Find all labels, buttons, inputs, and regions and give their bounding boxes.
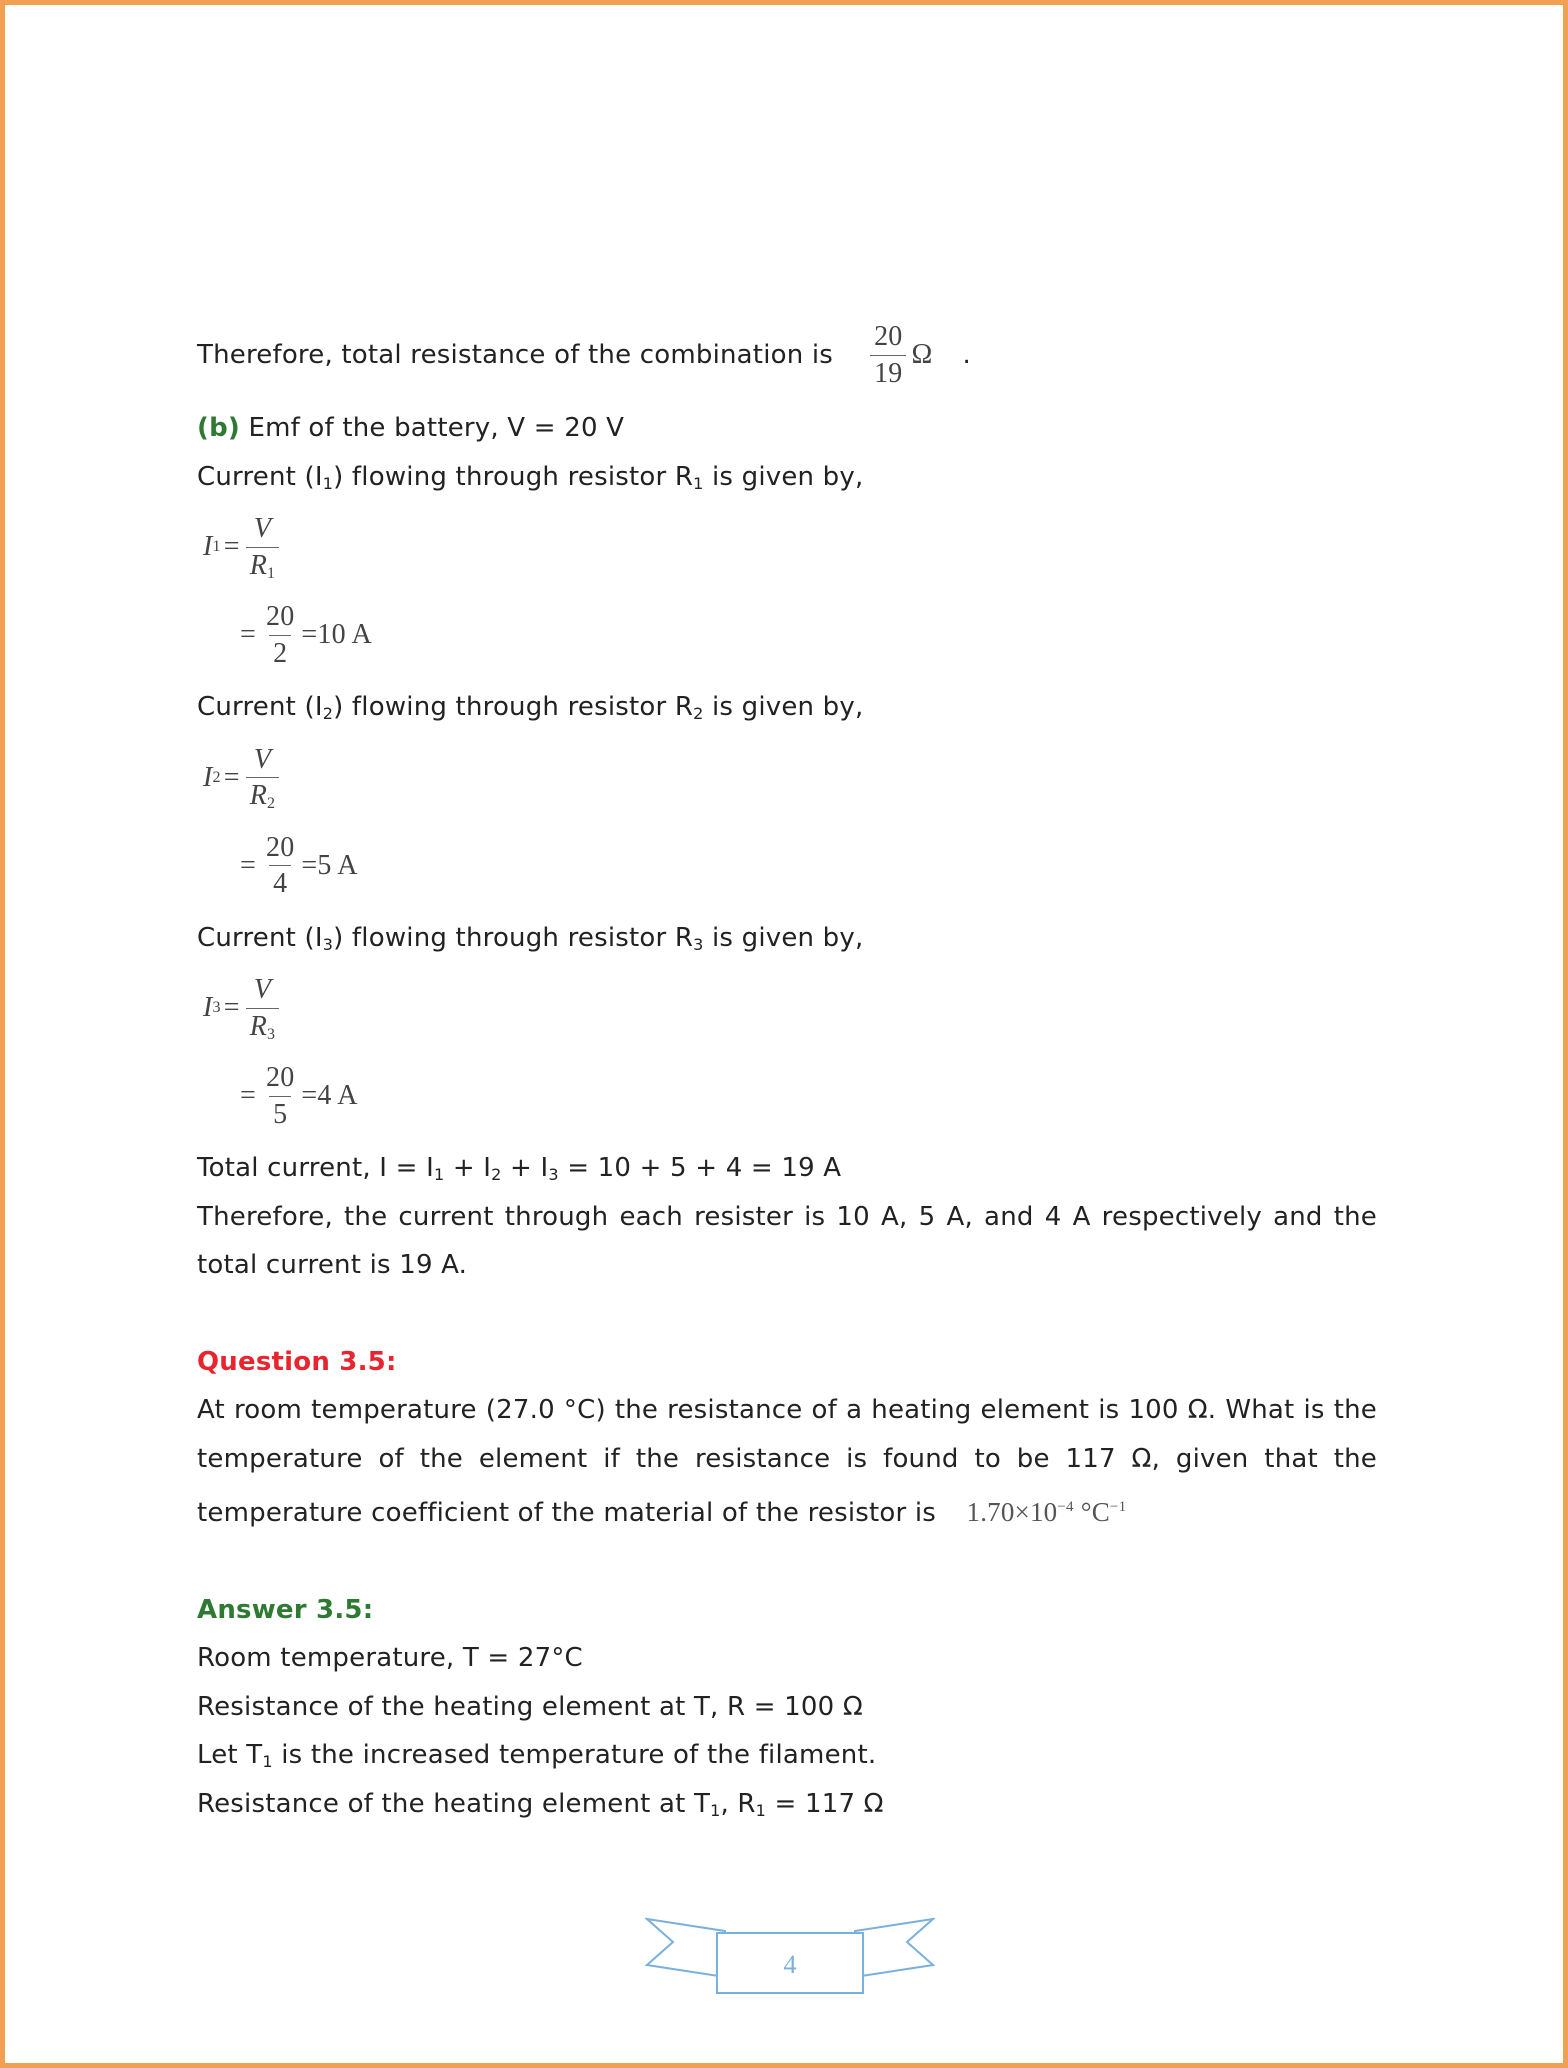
subscript: 2 xyxy=(267,795,276,812)
denominator: 5 xyxy=(269,1096,291,1129)
period: . xyxy=(962,339,971,370)
numerator: V xyxy=(253,974,272,1006)
coefficient-exponent: −4 xyxy=(1057,1499,1074,1515)
total-resistance-text: Therefore, total resistance of the combination is xyxy=(197,339,834,370)
current3-intro-part: is given by, xyxy=(703,922,864,953)
question-paragraph xyxy=(197,1386,1377,1538)
total-current-part: Total current, I = I xyxy=(197,1153,434,1183)
conclusion-paragraph: Therefore, the current through each resister is 10 A, 5 A, and 4 A respectively and the total current is 19 A. xyxy=(197,1201,1377,1280)
equation-row: I 1 = $\frac{V}{R_1}$ xyxy=(203,503,1377,591)
equals-sign: = xyxy=(223,992,240,1023)
subscript: 2 xyxy=(322,704,334,723)
equation-lhs: I xyxy=(203,992,213,1023)
equation-block-1 xyxy=(203,503,1377,679)
equation-row: I 3 = $\frac{V}{R_3}$ xyxy=(203,964,1377,1052)
numerator: 20 xyxy=(266,1062,295,1094)
resistance-at-t1-line xyxy=(197,1780,1377,1829)
current3-intro-part: ) flowing through resistor R xyxy=(333,922,694,953)
total-resistance-numerator: 20 xyxy=(874,321,903,353)
total-current-part: + I xyxy=(501,1153,549,1183)
subscript: 1 xyxy=(322,473,334,493)
subscript: 1 xyxy=(710,1800,721,1820)
denominator: R xyxy=(249,549,268,581)
equation-row: I 2 = $\frac{V}{R_2}$ xyxy=(203,734,1377,822)
denominator: R xyxy=(249,1010,268,1042)
page-number-ribbon-icon xyxy=(645,1917,935,1997)
subscript: 2 xyxy=(693,704,704,723)
current3-intro-part: Current (I xyxy=(197,922,323,953)
part-b-label: (b) xyxy=(197,413,240,443)
current2-intro xyxy=(197,683,1377,732)
subscript: 1 xyxy=(267,564,276,582)
page-number: 4 xyxy=(783,1950,797,1979)
coefficient-value: 1.70×10 xyxy=(966,1497,1058,1527)
subscript: 1 xyxy=(755,1800,767,1820)
equation-result: =4 A xyxy=(301,1080,358,1111)
total-resistance-value xyxy=(867,322,932,388)
current1-intro-part: Current (I xyxy=(197,461,323,492)
subscript: 1 xyxy=(433,1165,445,1184)
equation-result: =5 A xyxy=(301,849,358,881)
subscript: 1 xyxy=(693,473,704,493)
total-current-part: = 10 + 5 + 4 = 19 A xyxy=(558,1153,842,1183)
emf-text: Emf of the battery, V = 20 V xyxy=(248,413,625,443)
equals-sign: = xyxy=(240,619,256,650)
question-heading: Question 3.5: xyxy=(197,1346,397,1377)
resistance-t1-part: Resistance of the heating element at T xyxy=(197,1788,711,1819)
subscript: 3 xyxy=(548,1165,559,1184)
current2-intro-part: ) flowing through resistor R xyxy=(333,692,694,722)
current2-intro-part: Current (I xyxy=(197,692,323,722)
coefficient-unit-exponent: −1 xyxy=(1109,1499,1127,1515)
coefficient-unit: °C xyxy=(1073,1497,1110,1527)
temperature-coefficient xyxy=(967,1497,1127,1527)
let-t1-part: Let T xyxy=(197,1740,263,1770)
answer-heading: Answer 3.5: xyxy=(197,1594,374,1625)
resistance-at-t-line: Resistance of the heating element at T, R = 100 Ω xyxy=(197,1691,863,1722)
current1-intro-part: is given by, xyxy=(703,461,864,492)
let-t1-part: is the increased temperature of the filament. xyxy=(272,1740,877,1770)
total-current-line xyxy=(197,1144,1377,1193)
ribbon-left-tail xyxy=(647,1919,725,1977)
equation-row xyxy=(203,822,1377,910)
room-temperature-line: Room temperature, T = 27°C xyxy=(197,1643,583,1673)
subscript: 3 xyxy=(322,934,334,954)
resistance-t1-part: , R xyxy=(720,1788,756,1819)
total-current-part: + I xyxy=(444,1153,492,1183)
numerator: 20 xyxy=(266,601,295,633)
current1-intro-part: ) flowing through resistor R xyxy=(333,461,694,492)
subscript: 1 xyxy=(262,1752,273,1771)
subscript: 3 xyxy=(267,1025,276,1043)
numerator: 20 xyxy=(266,831,295,863)
equation-row xyxy=(203,591,1377,679)
current1-intro xyxy=(197,453,1377,502)
equals-sign: = xyxy=(223,761,240,793)
ribbon-right-tail xyxy=(855,1919,933,1977)
emf-line xyxy=(197,404,1377,453)
subscript: 2 xyxy=(491,1165,502,1184)
equals-sign: = xyxy=(240,1080,256,1111)
equation-result: =10 A xyxy=(301,619,372,650)
subscript: 3 xyxy=(693,934,704,954)
total-resistance-denominator: 19 xyxy=(870,355,906,388)
current3-intro xyxy=(197,914,1377,963)
denominator: R xyxy=(249,780,268,811)
denominator: 4 xyxy=(269,865,291,898)
equals-sign: = xyxy=(240,849,256,881)
equals-sign: = xyxy=(223,531,240,562)
equation-lhs: I xyxy=(203,761,213,793)
resistance-t1-part: = 117 Ω xyxy=(766,1788,884,1819)
question-text: At room temperature (27.0 °C) the resistance of a heating element is 100 Ω. What is the temperature of the element if the resistance is found to be 117 Ω, given that the temperature coefficient of the material of the resistor is xyxy=(197,1395,1377,1528)
numerator: V xyxy=(253,743,272,775)
equation-block-2 xyxy=(203,734,1377,910)
equation-row xyxy=(203,1052,1377,1140)
current2-intro-part: is given by, xyxy=(703,692,864,722)
equation-block-3 xyxy=(203,964,1377,1140)
total-resistance-line xyxy=(197,310,1377,400)
document-body xyxy=(197,310,1377,1828)
omega-symbol: Ω xyxy=(911,338,933,370)
let-t1-line xyxy=(197,1731,1377,1780)
equation-lhs: I xyxy=(203,531,213,562)
numerator: V xyxy=(253,513,272,545)
denominator: 2 xyxy=(269,635,291,668)
